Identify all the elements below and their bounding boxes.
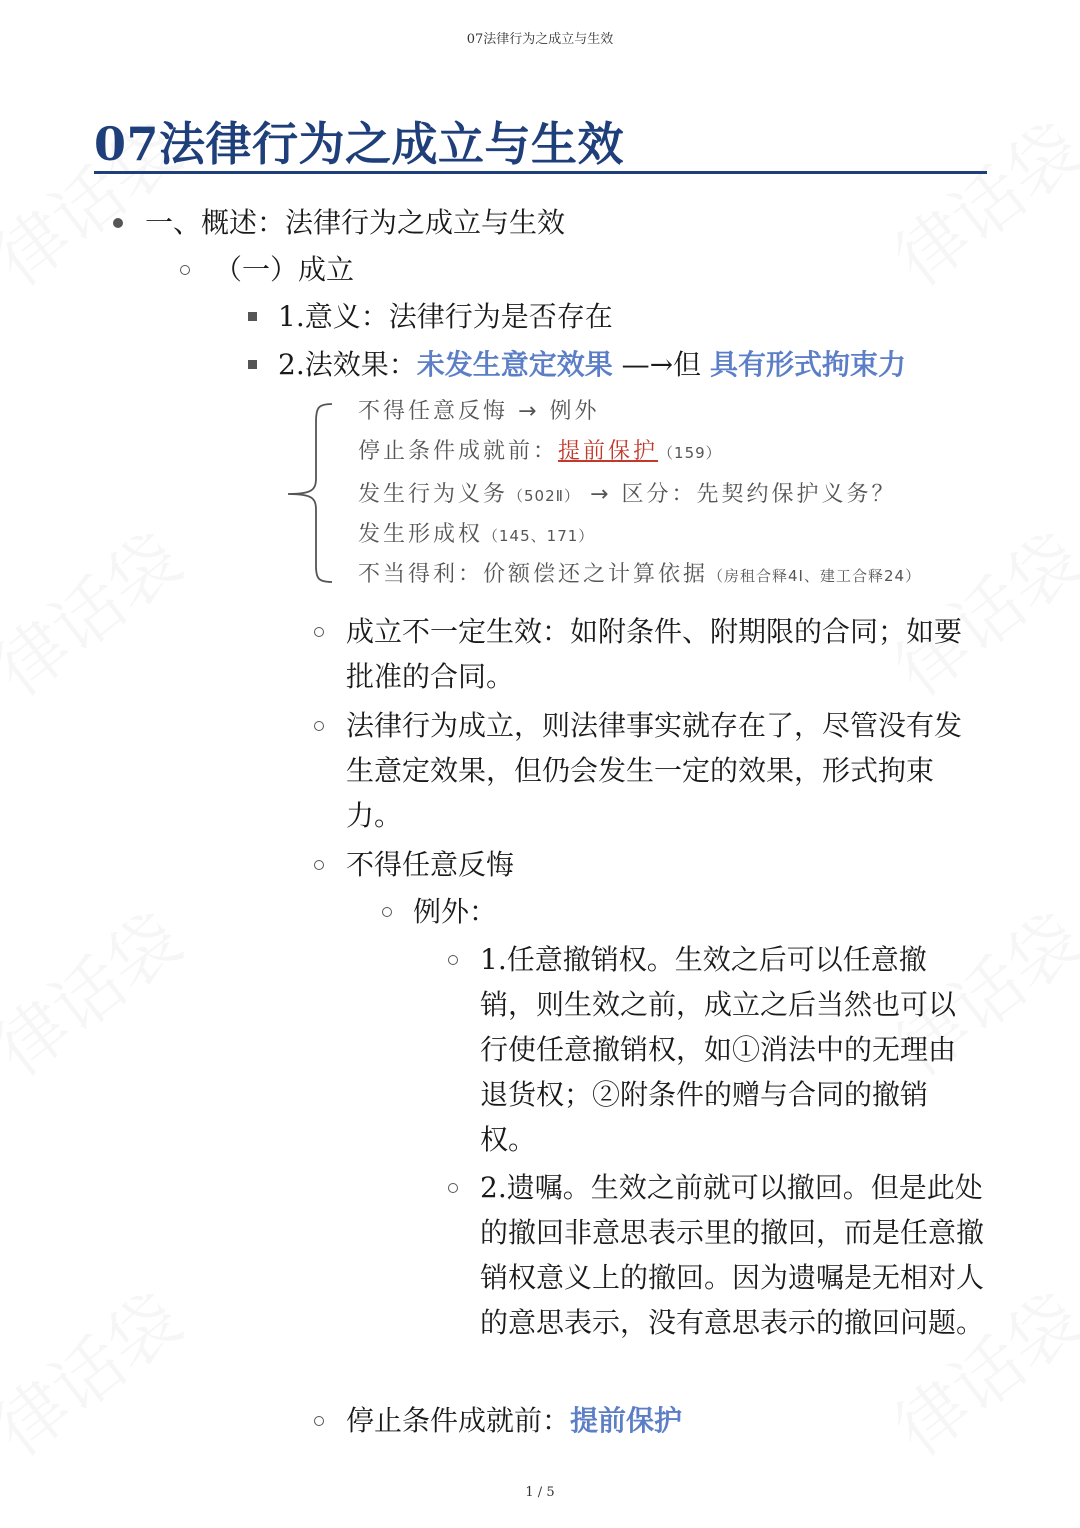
curly-brace-icon: [282, 398, 342, 586]
highlight-formal-binding: 具有形式拘束力: [710, 348, 907, 381]
outline-meaning: 1.意义：法律行为是否存在: [278, 300, 613, 333]
outline-legal-effect: [278, 342, 906, 387]
outline-level2: （一）成立: [214, 253, 355, 286]
bullet-circle-icon: [314, 721, 324, 731]
bullet-disc-icon: [113, 218, 123, 228]
bullet-circle-icon: [448, 1183, 458, 1193]
note-line-condition: 停止条件成就前：提前保护（159）: [358, 439, 722, 464]
outline-level1: 一、概述：法律行为之成立与生效: [145, 206, 566, 239]
watermark: [0, 1266, 199, 1475]
note-line-formation-right: 发生形成权（145、171）: [358, 522, 595, 547]
legal-effect-label: 2.法效果：: [278, 348, 417, 381]
page-number: 1 / 5: [525, 1485, 555, 1500]
watermark: [0, 506, 199, 715]
watermark: [871, 96, 1080, 305]
watermark: [0, 886, 199, 1095]
highlight-no-intended-effect: 未发生意定效果: [416, 348, 613, 381]
item-exception-will: 2.遗嘱。生效之前就可以撤回。但是此处的撤回非意思表示里的撤回，而是任意撤销权意义上的撤回。因为遗嘱是无相对人的意思表示，没有意思表示的撤回问题。: [480, 1171, 985, 1339]
note-line-unjust-enrichment: 不当得利：价额偿还之计算依据（房租合释4Ⅰ、建工合释24）: [358, 562, 922, 587]
note-line-no-regret: 不得任意反悔 → 例外: [358, 399, 600, 424]
item-before-condition: 停止条件成就前：提前保护: [346, 1404, 683, 1437]
running-header: 07法律行为之成立与生效: [466, 32, 614, 47]
bullet-circle-icon: [314, 860, 324, 870]
bullet-circle-icon: [382, 907, 392, 917]
item-no-arbitrary-regret: 不得任意反悔: [346, 848, 515, 881]
bullet-circle-icon: [314, 627, 324, 637]
bullet-circle-icon: [180, 265, 190, 275]
item-not-necessarily-effective: 成立不一定生效：如附条件、附期限的合同；如要批准的合同。: [346, 615, 963, 693]
item-exception-revocation-right: 1.任意撤销权。生效之后可以任意撤销，则生效之前，成立之后当然也可以行使任意撤销权，如①消法中的无理由退货权；②附条件的赠与合同的撤销权。: [480, 943, 957, 1156]
bullet-square-icon: [248, 360, 257, 369]
bullet-circle-icon: [314, 1416, 324, 1426]
title-underline: [94, 171, 987, 174]
bullet-circle-icon: [448, 955, 458, 965]
arrow-but-text: —→但: [612, 348, 710, 381]
note-line-duty: 发生行为义务（502Ⅱ） → 区分：先契约保护义务？: [358, 482, 897, 507]
item-legal-fact-exists: 法律行为成立，则法律事实就存在了，尽管没有发生意定效果，但仍会发生一定的效果，形式拘束力。: [346, 709, 963, 832]
item-exceptions: 例外：: [413, 895, 498, 928]
bullet-square-icon: [248, 312, 257, 321]
page-title: 07法律行为之成立与生效: [94, 117, 625, 171]
highlight-advance-protection: 提前保护: [570, 1404, 683, 1437]
